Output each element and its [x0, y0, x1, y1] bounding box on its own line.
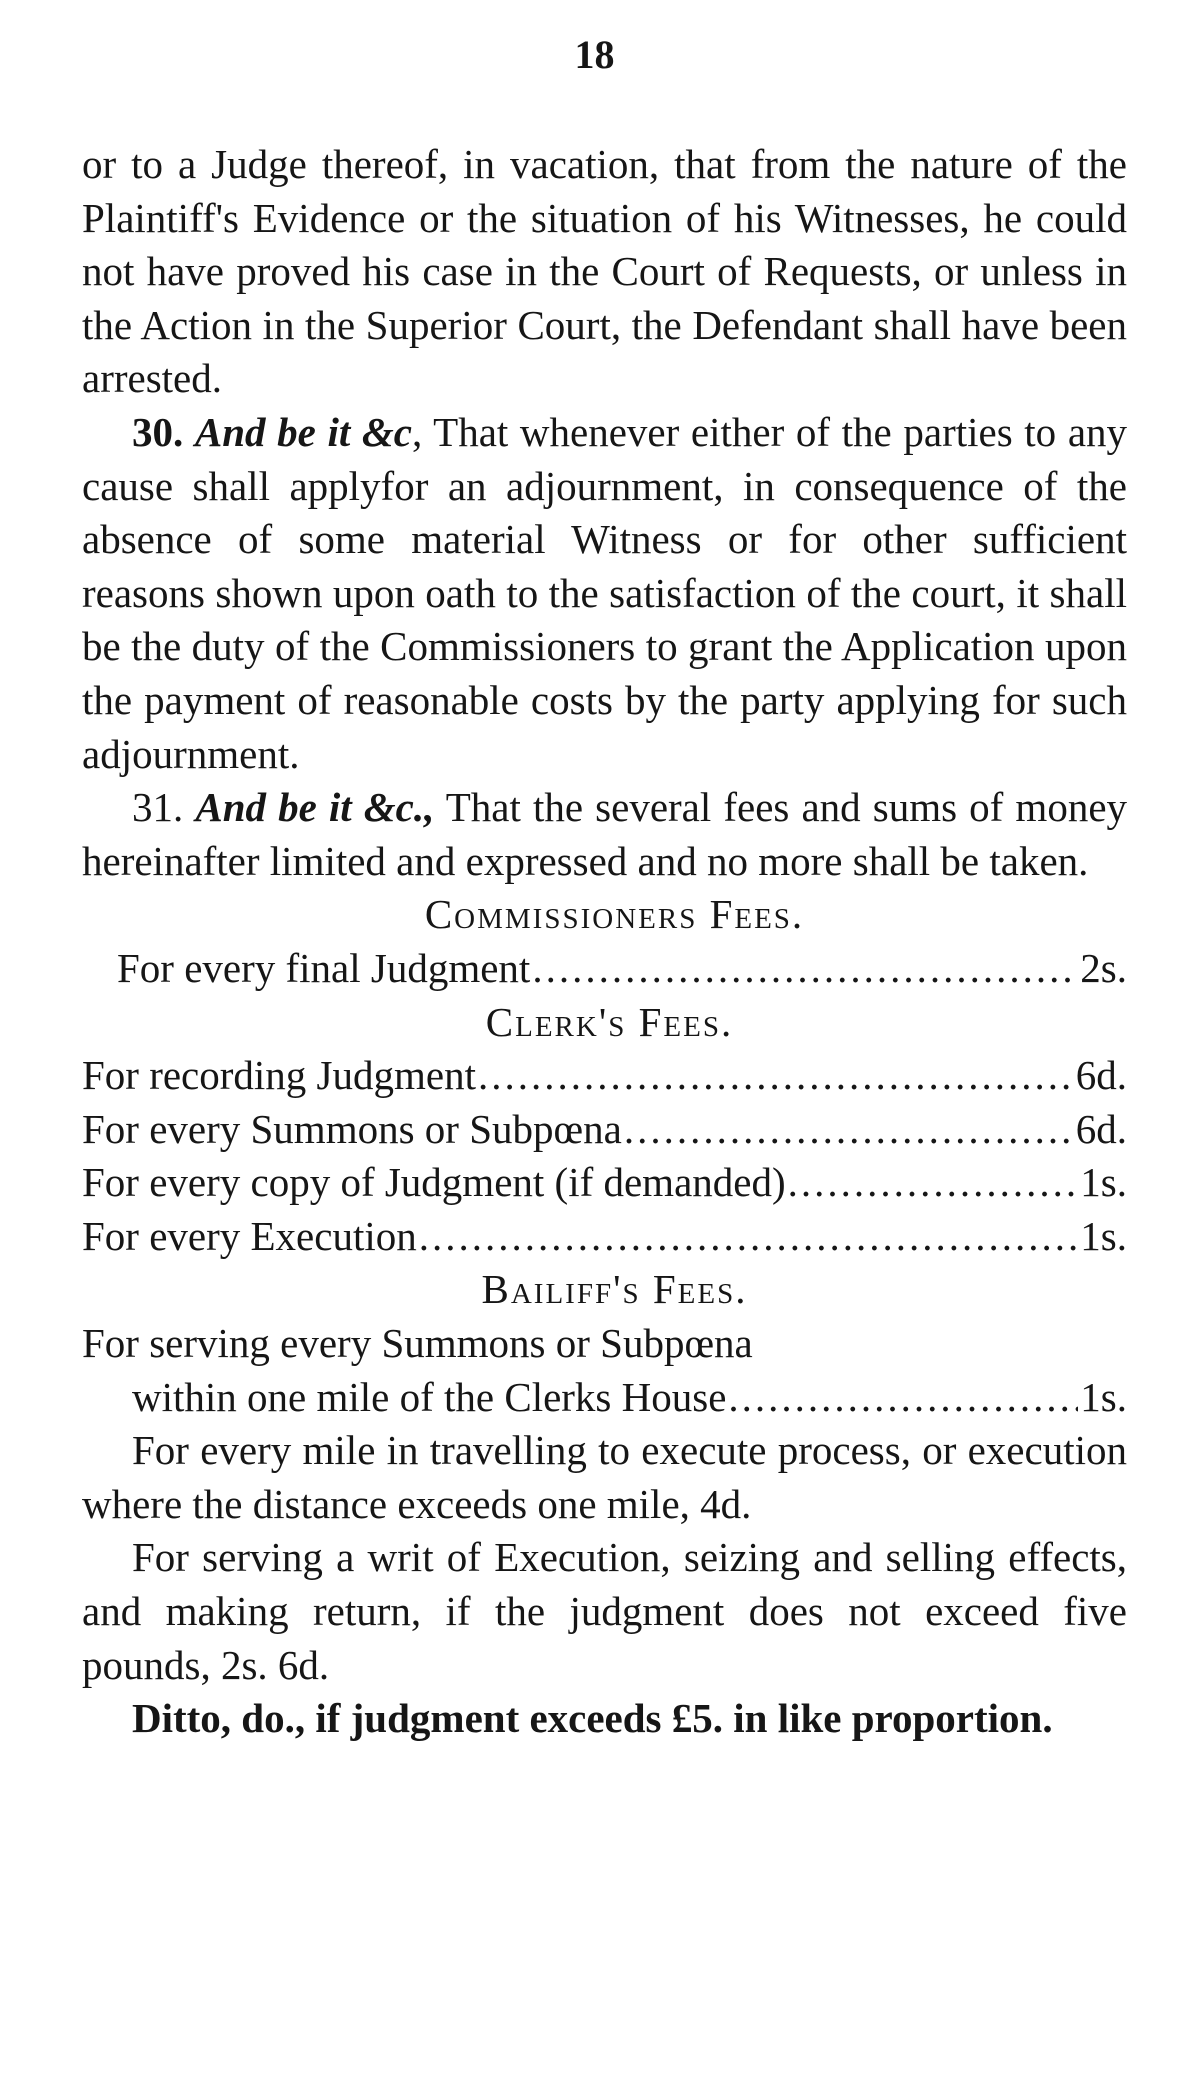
fee-label: For every Execution: [82, 1212, 417, 1259]
fee-label: For recording Judgment: [82, 1052, 476, 1099]
fee-row-serving-within-mile: [82, 1371, 1127, 1425]
fee-label: For every Summons or Subpœna: [82, 1105, 622, 1152]
section-31-paragraph: [82, 781, 1127, 888]
page-number: 18: [574, 32, 615, 77]
bailiff-writ-paragraph: For serving a writ of Execution, seizing and selling effects, and making return, if the judgment does not exceed five pounds, 2s. 6d.: [82, 1534, 1127, 1688]
page-body: [82, 138, 1127, 1746]
section-31-text: That the several fees and sums of money hereinafter limited and expressed and no more shall be taken.: [82, 784, 1128, 884]
dot-leader: [788, 1156, 1079, 1210]
fee-label: within one mile of the Clerks House: [132, 1373, 727, 1420]
section-31-number: 31.: [132, 784, 184, 831]
fee-row-recording-judgment: [82, 1049, 1127, 1103]
clerks-fees-heading: Clerk's Fees.: [485, 998, 734, 1045]
dot-leader: [624, 1103, 1074, 1157]
continuation-paragraph: or to a Judge thereof, in vacation, that from the nature of the Plaintiff's Evidence or the situation of his Witnesses, he could not have proved his case in the Court of Requests, or unless in the Action in the Superior Court, the Defendant shall have been arrested.: [82, 141, 1127, 402]
section-30-paragraph: [82, 406, 1127, 781]
section-30-number: 30.: [132, 408, 184, 455]
bailiff-serving-line: For serving every Summons or Subpœna: [82, 1320, 753, 1367]
dot-leader: [419, 1210, 1079, 1264]
fee-amount: 6d.: [1075, 1052, 1127, 1099]
fee-row-final-judgment: [82, 942, 1127, 996]
bailiffs-fees-heading: Bailiff's Fees.: [481, 1266, 748, 1313]
section-30-enacting-clause: And be it &c: [194, 408, 413, 455]
fee-label: For every final Judgment: [117, 944, 531, 991]
fee-amount: 6d.: [1075, 1105, 1127, 1152]
section-30-text: , That whenever either of the parties to any cause shall applyfor an adjournment, in consequence of the absence of some material Witness or for other sufficient reasons shown upon oath to the satisfaction of the court, it shall be the duty of the Commissioners to grant the Application upon the payment of reasonable costs by the party applying for such adjournment.: [82, 408, 1128, 777]
dot-leader: [728, 1371, 1078, 1425]
fee-row-execution: [82, 1210, 1127, 1264]
section-31-enacting-clause: And be it &c.,: [195, 784, 435, 831]
fee-amount: 1s.: [1080, 1212, 1127, 1259]
fee-amount: 2s.: [1080, 944, 1127, 991]
bailiff-ditto-paragraph: Ditto, do., if judgment exceeds £5. in like proportion.: [132, 1695, 1053, 1742]
dot-leader: [478, 1049, 1074, 1103]
fee-amount: 1s.: [1080, 1373, 1127, 1420]
fee-row-copy-of-judgment: [82, 1156, 1127, 1210]
fee-label: For every copy of Judgment (if demanded): [82, 1159, 786, 1206]
fee-row-summons: [82, 1103, 1127, 1157]
bailiff-mileage-paragraph: For every mile in travelling to execute process, or execution where the distance exceeds one mile, 4d.: [82, 1427, 1127, 1527]
fee-amount: 1s.: [1080, 1159, 1127, 1206]
dot-leader: [532, 942, 1078, 996]
commissioners-fees-heading: Commissioners Fees.: [424, 891, 805, 938]
